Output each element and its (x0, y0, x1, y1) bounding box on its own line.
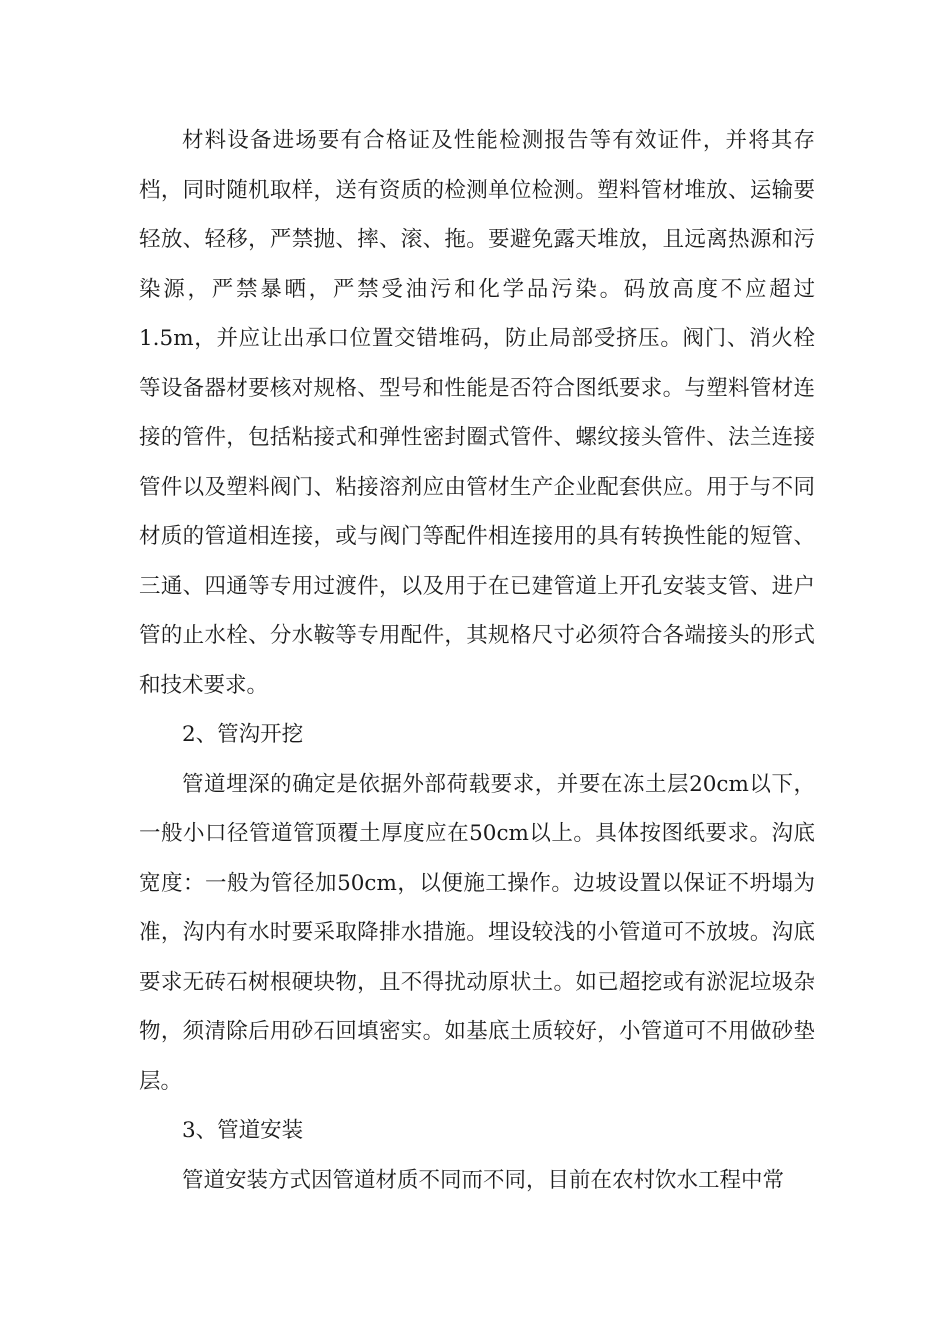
paragraph-pipe-installation: 管道安装方式因管道材质不同而不同，目前在农村饮水工程中常 (182, 1167, 785, 1193)
section-heading-pipe-installation: 3、管道安装 (182, 1118, 304, 1143)
section-heading-trench-excavation: 2、管沟开挖 (182, 722, 304, 747)
paragraph-material-inspection: 材料设备进场要有合格证及性能检测报告等有效证件，并将其存档，同时随机取样，送有资质的检测单位检测。塑料管材堆放、运输要轻放、轻移，严禁抛、摔、滚、拖。要避免露天堆放，且远离热源和污染源，严禁暴晒，严禁受油污和化学品污染。码放高度不应超过1.5m，并应让出承口位置交错堆码，防止局部受挤压。阀门、消火栓等设备器材要核对规格、型号和性能是否符合图纸要求。与塑料管材连接的管件，包括粘接式和弹性密封圈式管件、螺纹接头管件、法兰连接管件以及塑料阀门、粘接溶剂应由管材生产企业配套供应。用于与不同材质的管道相连接，或与阀门等配件相连接用的具有转换性能的短管、三通、四通等专用过渡件，以及用于在已建管道上开孔安装支管、进户管的止水栓、分水鞍等专用配件，其规格尺寸必须符合各端接头的形式和技术要求。 (139, 128, 815, 698)
paragraph-trench-excavation: 管道埋深的确定是依据外部荷载要求，并要在冻土层20cm以下，一般小口径管道管顶覆土厚度应在50cm以上。具体按图纸要求。沟底宽度：一般为管径加50cm，以便施工操作。边坡设置以保证不坍塌为准，沟内有水时要采取降排水措施。埋设较浅的小管道可不放坡。沟底要求无砖石树根硬块物，且不得扰动原状土。如已超挖或有淤泥垃圾杂物，须清除后用砂石回填密实。如基底土质较好，小管道可不用做砂垫层。 (139, 771, 815, 1094)
document-body (139, 116, 815, 1205)
